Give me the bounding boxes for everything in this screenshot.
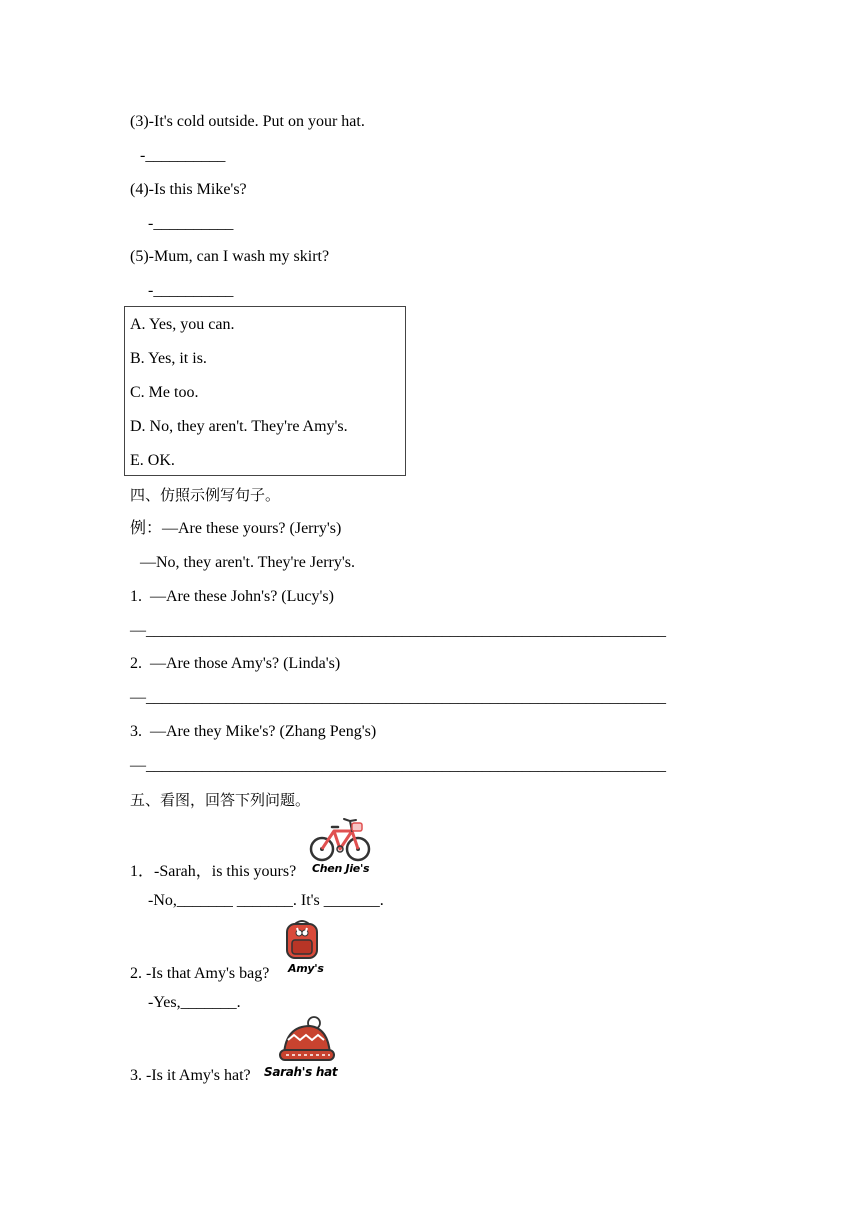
question-4: (4)-Is this Mike's?: [130, 181, 247, 198]
part4-answer-line-1[interactable]: —_________________________________________________________________: [130, 622, 666, 639]
bicycle-icon: [308, 815, 374, 863]
part4-question-1: 1. —Are these John's? (Lucy's): [130, 588, 334, 605]
option-c: C. Me too.: [130, 384, 199, 401]
answer-blank-5[interactable]: -__________: [148, 282, 234, 299]
option-a: A. Yes, you can.: [130, 316, 235, 333]
example-question: 例：—Are these yours? (Jerry's): [130, 520, 342, 537]
answer-blank-4[interactable]: -__________: [148, 215, 234, 232]
part4-answer-line-3[interactable]: —_________________________________________________________________: [130, 757, 666, 774]
backpack-picture: [282, 918, 328, 976]
hat-label: Sarah's hat: [264, 1065, 338, 1079]
bicycle-label: Chen Jie's: [312, 862, 370, 875]
part4-question-3: 3. —Are they Mike's? (Zhang Peng's): [130, 723, 377, 740]
part4-heading: 四、仿照示例写句子。: [130, 486, 281, 504]
option-e: E. OK.: [130, 452, 175, 469]
backpack-icon: [282, 918, 322, 962]
part5-heading: 五、看图，回答下列问题。: [130, 791, 311, 809]
part5-answer-2[interactable]: -Yes,_______.: [148, 994, 241, 1011]
part5-answer-1[interactable]: -No,_______ _______. It's _______.: [148, 892, 384, 909]
backpack-label: Amy's: [288, 962, 324, 975]
wool-hat-icon: [264, 1016, 338, 1066]
answer-blank-3[interactable]: -__________: [140, 147, 226, 164]
option-d: D. No, they aren't. They're Amy's.: [130, 418, 348, 435]
part4-answer-line-2[interactable]: —_________________________________________________________________: [130, 689, 666, 706]
part5-question-3: 3. -Is it Amy's hat?: [130, 1067, 251, 1084]
options-box: [124, 306, 406, 476]
question-3: (3)-It's cold outside. Put on your hat.: [130, 113, 365, 130]
bicycle-picture: [308, 815, 374, 877]
part4-question-2: 2. —Are those Amy's? (Linda's): [130, 655, 341, 672]
part5-question-2: 2. -Is that Amy's bag?: [130, 965, 270, 982]
part5-question-1: 1．-Sarah，is this yours?: [130, 863, 297, 880]
option-b: B. Yes, it is.: [130, 350, 207, 367]
example-answer: —No, they aren't. They're Jerry's.: [140, 554, 355, 571]
hat-picture: [264, 1016, 338, 1082]
question-5: (5)-Mum, can I wash my skirt?: [130, 248, 330, 265]
